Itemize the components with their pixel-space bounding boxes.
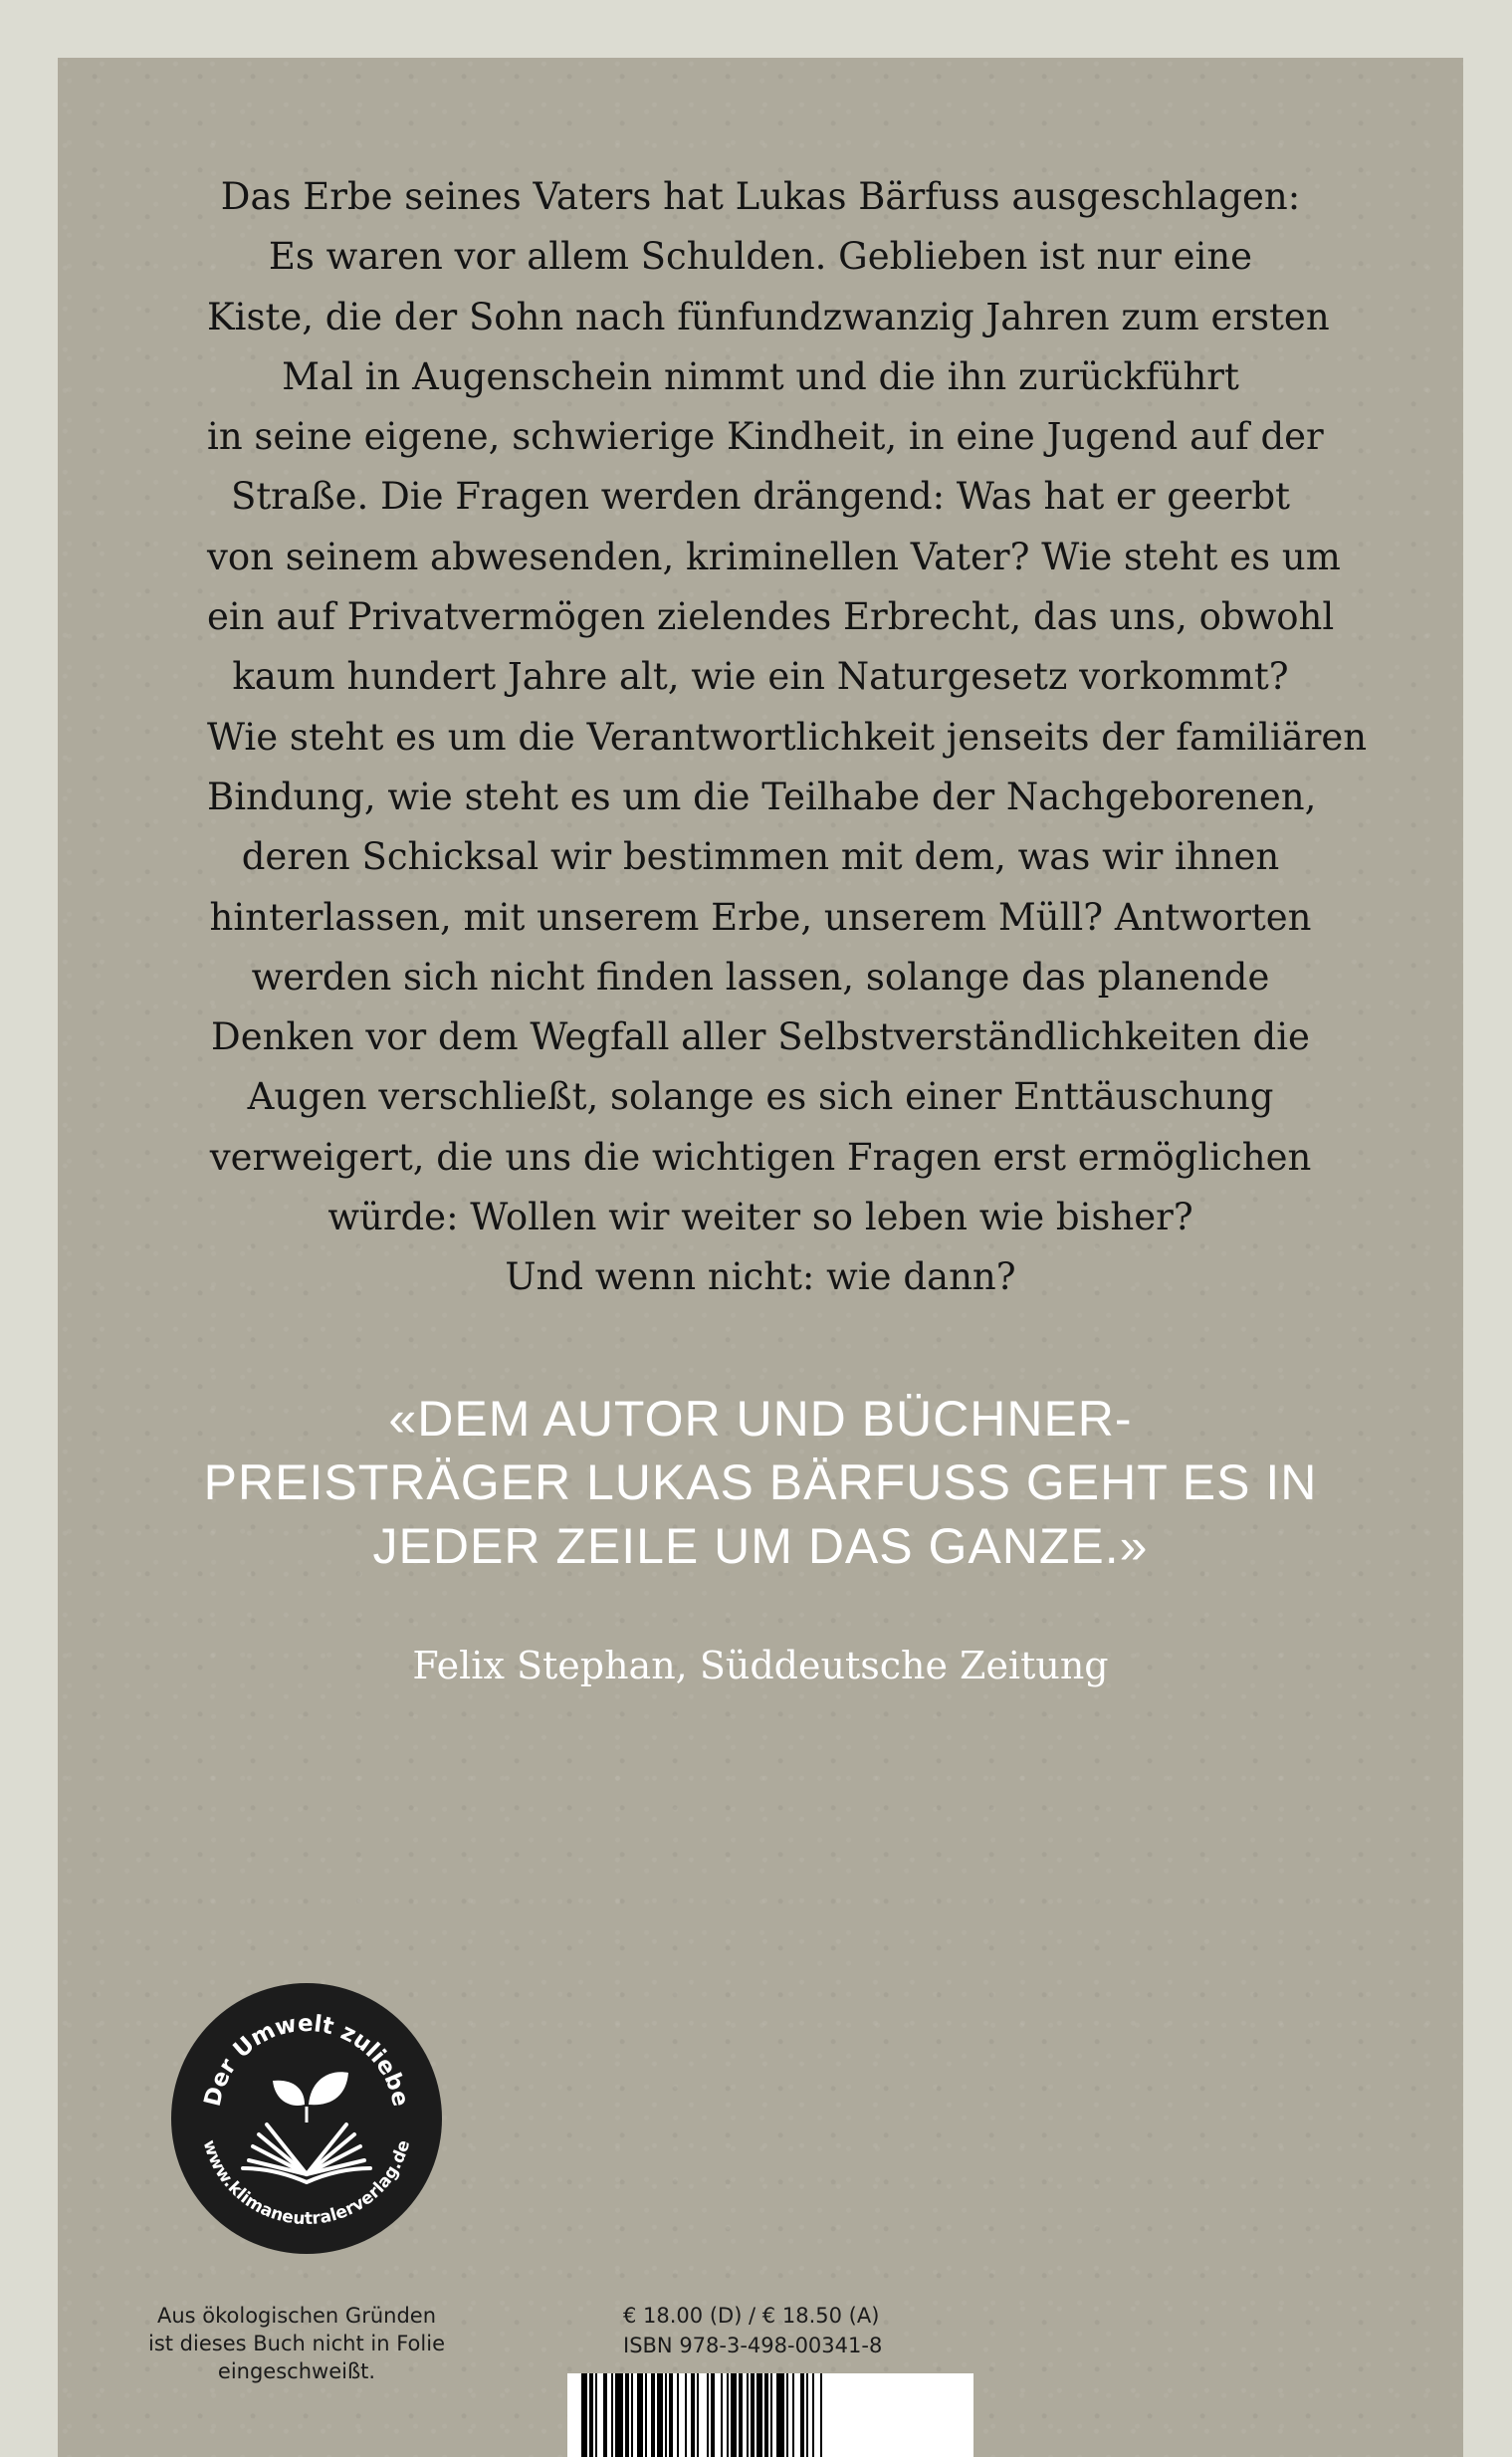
blurb-line: hinterlassen, mit unserem Erbe, unserem Müll? Antworten <box>209 895 1312 939</box>
barcode-bar <box>581 2373 587 2457</box>
barcode-bar <box>611 2373 613 2457</box>
blurb-line: Das Erbe seines Vaters hat Lukas Bärfuss ausgeschlagen: <box>220 175 1301 218</box>
barcode-bar <box>727 2373 729 2457</box>
quote-line: «DEM AUTOR UND BÜCHNER- <box>388 1391 1133 1447</box>
barcode-bar <box>677 2373 679 2457</box>
press-quote <box>157 1387 1364 1578</box>
barcode-bar <box>595 2373 597 2457</box>
barcode-bar <box>669 2373 673 2457</box>
blurb-line: Mal in Augenschein nimmt und die ihn zurückführt <box>282 354 1239 398</box>
barcode-bar <box>776 2373 784 2457</box>
barcode-bar <box>711 2373 715 2457</box>
barcode-bar <box>721 2373 723 2457</box>
barcode-bar <box>747 2373 749 2457</box>
barcode-bar <box>651 2373 655 2457</box>
barcode-bar <box>625 2373 629 2457</box>
price-label: € 18.00 (D) / € 18.50 (A) <box>623 2304 880 2328</box>
barcode-bar <box>637 2373 643 2457</box>
barcode-bar <box>792 2373 794 2457</box>
eco-badge <box>171 1983 442 2254</box>
blurb-line: deren Schicksal wir bestimmen mit dem, was wir ihnen <box>241 835 1280 879</box>
quote-line: JEDER ZEILE UM DAS GANZE.» <box>372 1518 1149 1574</box>
badge-top-text: Der Umwelt zuliebe <box>199 2010 414 2110</box>
blurb-line: Kiste, die der Sohn nach fünfundzwanzig Jahren zum ersten <box>207 295 1330 338</box>
blurb-text <box>207 167 1368 1308</box>
blurb-line: Und wenn nicht: wie dann? <box>505 1255 1016 1299</box>
barcode-bar <box>812 2373 814 2457</box>
barcode-bar <box>739 2373 743 2457</box>
barcode-bar <box>657 2373 663 2457</box>
eco-note <box>117 2302 476 2385</box>
barcode-bar <box>589 2373 593 2457</box>
blurb-line: Wie steht es um die Verantwortlichkeit jenseits der familiären <box>207 715 1368 759</box>
blurb-line: Augen verschließt, solange es sich einer Enttäuschung <box>247 1075 1274 1119</box>
barcode-bar <box>786 2373 788 2457</box>
barcode <box>567 2373 973 2457</box>
quote-line: PREISTRÄGER LUKAS BÄRFUSS GEHT ES IN <box>203 1454 1318 1510</box>
barcode-bar <box>707 2373 709 2457</box>
quote-attribution: Felix Stephan, Süddeutsche Zeitung <box>412 1644 1109 1687</box>
blurb-line: Straße. Die Fragen werden drängend: Was hat er geerbt <box>230 475 1291 519</box>
barcode-bar <box>770 2373 772 2457</box>
blurb-line: ein auf Privatvermögen zielendes Erbrecht, das uns, obwohl <box>207 595 1335 639</box>
barcode-bar <box>697 2373 699 2457</box>
cover-panel <box>58 58 1463 2457</box>
barcode-bar <box>691 2373 695 2457</box>
barcode-bar <box>756 2373 762 2457</box>
eco-note-line: eingeschweißt. <box>217 2359 376 2383</box>
barcode-bar <box>731 2373 737 2457</box>
blurb-line: Bindung, wie steht es um die Teilhabe der Nachgeborenen, <box>207 775 1317 818</box>
blurb-line: in seine eigene, schwierige Kindheit, in eine Jugend auf der <box>207 415 1324 459</box>
eco-note-line: ist dieses Buch nicht in Folie <box>148 2332 445 2355</box>
barcode-bar <box>806 2373 808 2457</box>
barcode-bar <box>751 2373 755 2457</box>
blurb-line: Denken vor dem Wegfall aller Selbstverständlichkeiten die <box>211 1015 1310 1059</box>
isbn-label: ISBN 978-3-498-00341-8 <box>623 2334 883 2357</box>
blurb-line: verweigert, die uns die wichtigen Fragen erst ermöglichen <box>209 1135 1312 1179</box>
barcode-bar <box>615 2373 623 2457</box>
blurb-line: von seinem abwesenden, kriminellen Vater? Wie steht es um <box>207 535 1341 578</box>
barcode-bar <box>800 2373 804 2457</box>
badge-bottom-text: www.klimaneutralerverlag.de <box>198 2137 415 2230</box>
eco-note-line: Aus ökologischen Gründen <box>156 2304 437 2328</box>
blurb-line: Es waren vor allem Schulden. Geblieben ist nur eine <box>268 235 1253 279</box>
blurb-line: würde: Wollen wir weiter so leben wie bisher? <box>327 1196 1193 1239</box>
barcode-bar <box>820 2373 822 2457</box>
barcode-bar <box>645 2373 647 2457</box>
barcode-bar <box>665 2373 667 2457</box>
blurb-line: werden sich nicht finden lassen, solange das planende <box>251 955 1270 999</box>
barcode-bar <box>631 2373 633 2457</box>
blurb-line: kaum hundert Jahre alt, wie ein Naturgesetz vorkommt? <box>232 655 1289 699</box>
barcode-bar <box>685 2373 687 2457</box>
barcode-bar <box>764 2373 768 2457</box>
barcode-bar <box>603 2373 607 2457</box>
